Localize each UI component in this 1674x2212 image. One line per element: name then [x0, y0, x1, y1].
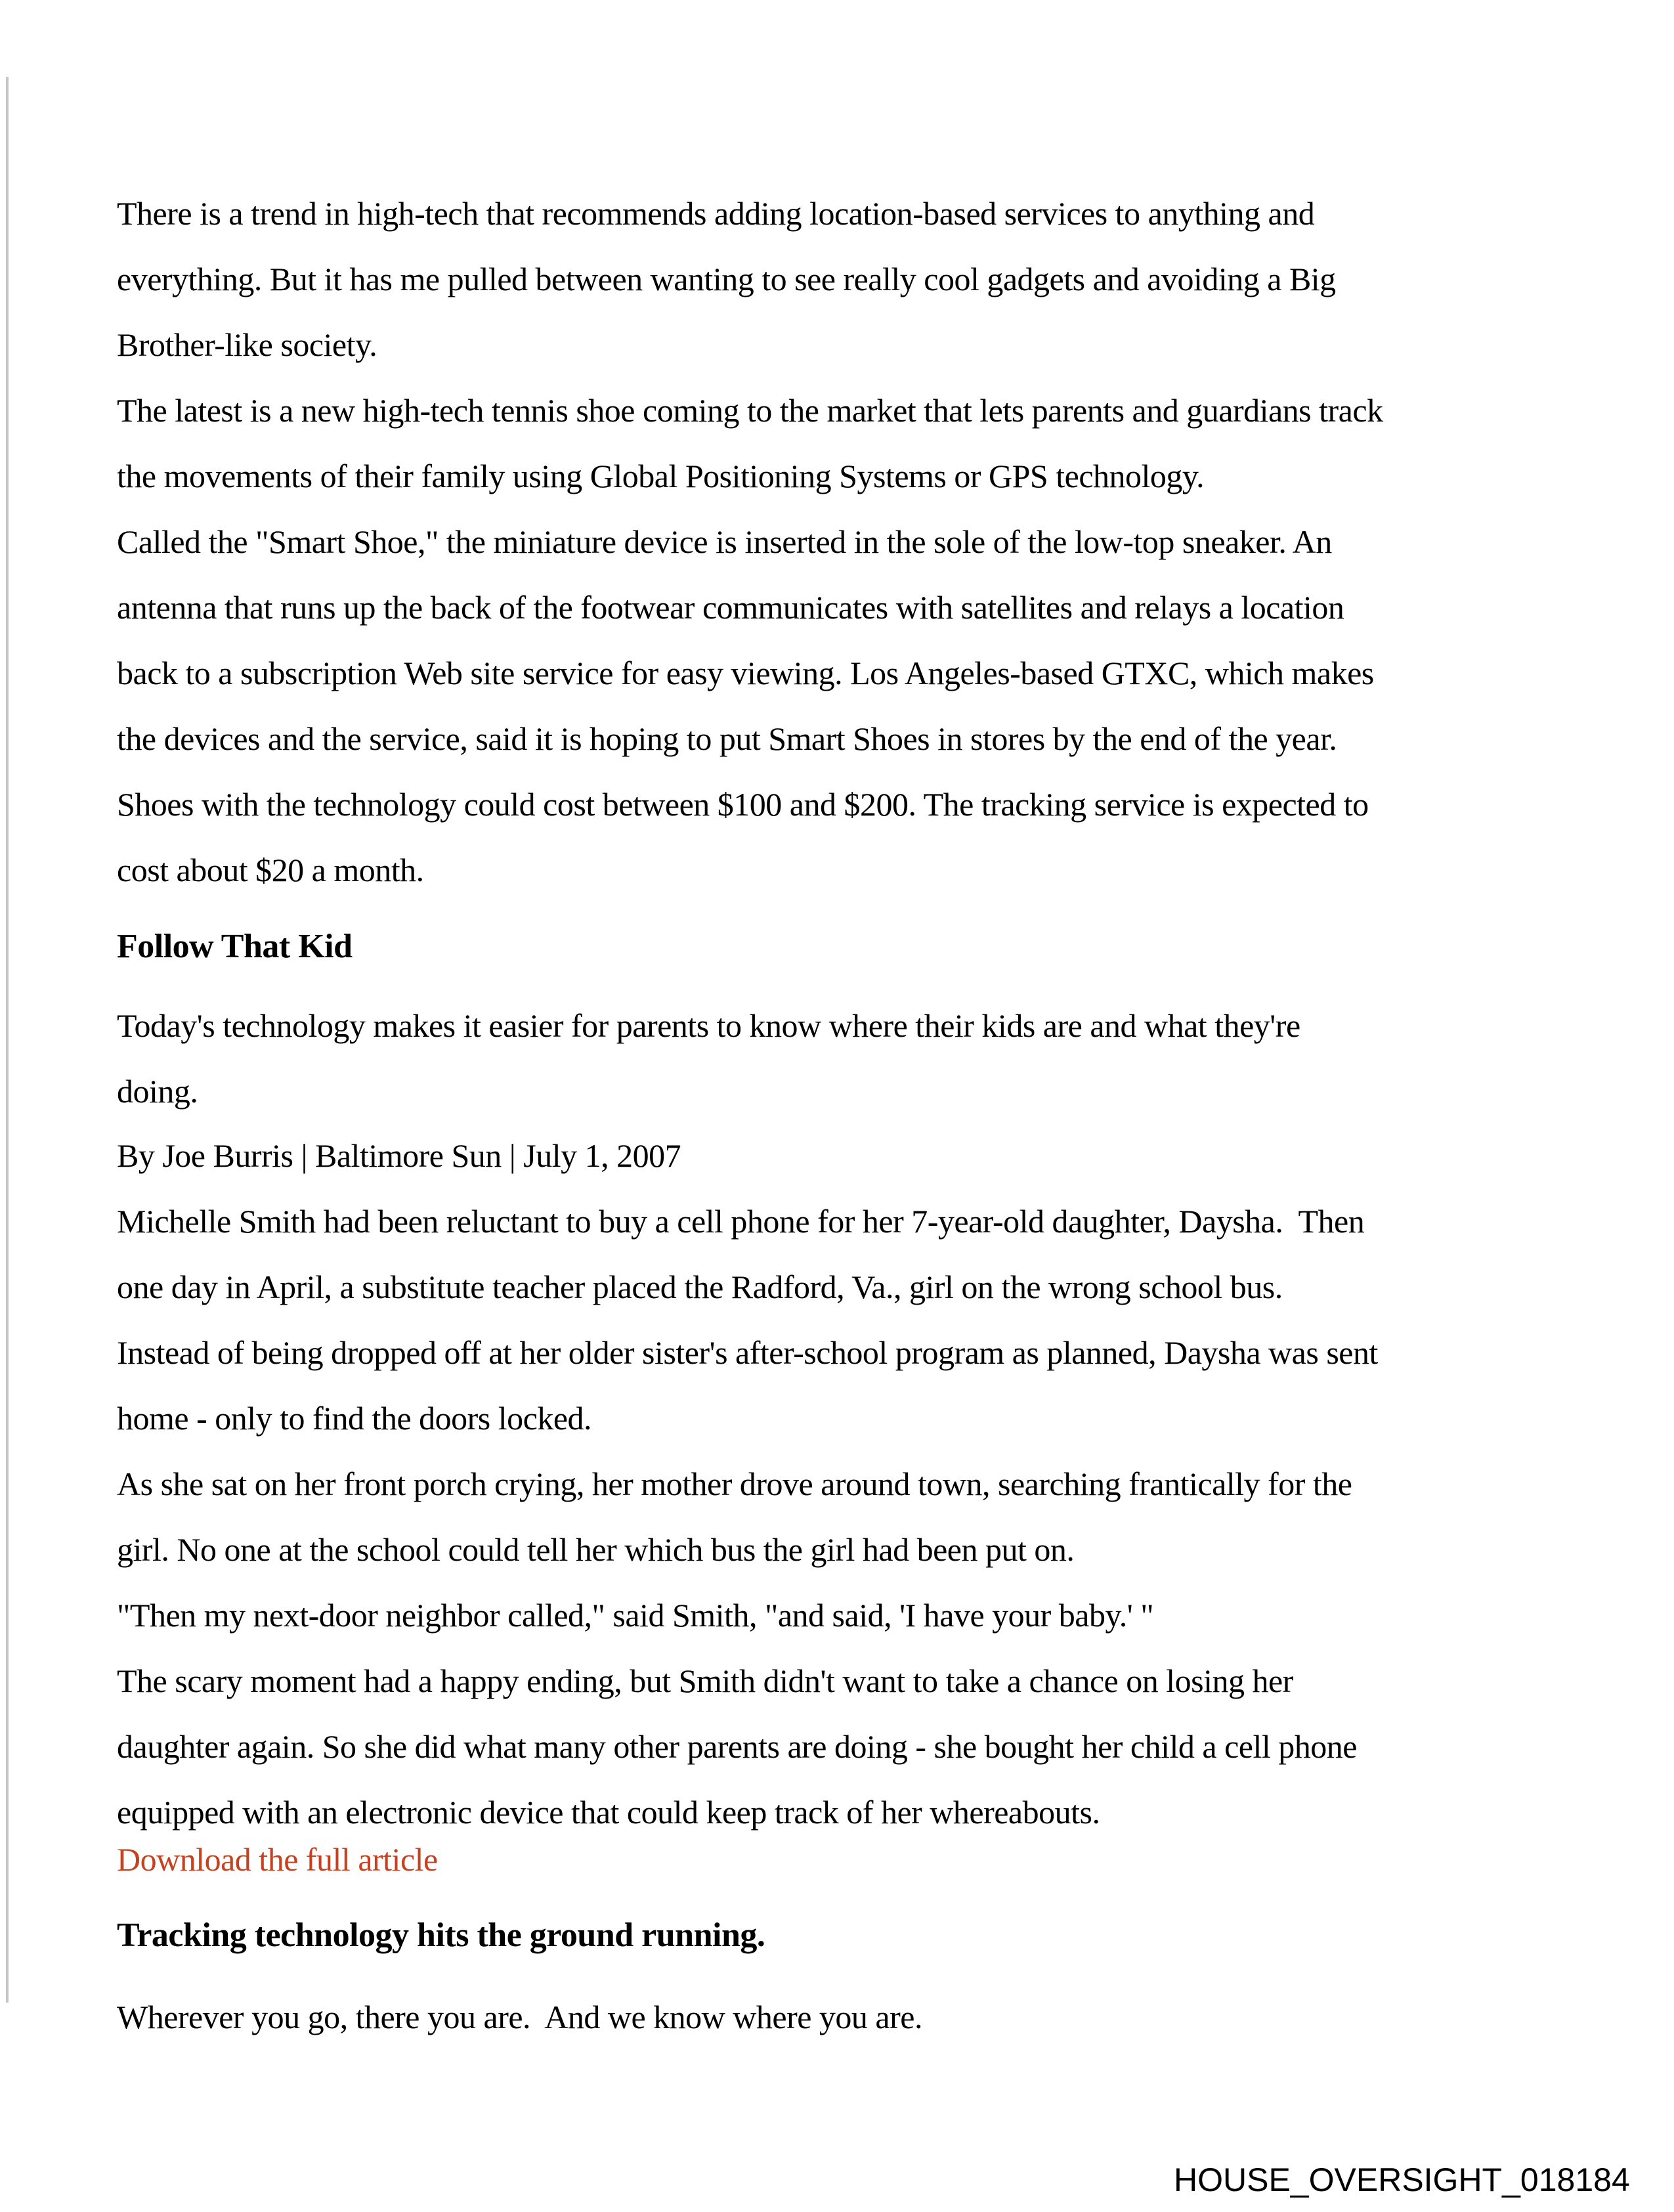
article-line: everything. But it has me pulled between wanting to see really cool gadgets and avoiding a Big: [117, 261, 1336, 297]
article-line: antenna that runs up the back of the footwear communicates with satellites and relays a location: [117, 589, 1344, 626]
article-line: the devices and the service, said it is hoping to put Smart Shoes in stores by the end of the year.: [117, 720, 1337, 757]
article-line: Michelle Smith had been reluctant to buy a cell phone for her 7-year-old daughter, Daysha. Then: [117, 1203, 1365, 1240]
article-line: cost about $20 a month.: [117, 852, 424, 888]
article-line: Instead of being dropped off at her older sister's after-school program as planned, Daysha was sent: [117, 1334, 1378, 1371]
section-heading-tracking-technology: Tracking technology hits the ground running.: [117, 1917, 765, 1954]
article-line: equipped with an electronic device that could keep track of her whereabouts.: [117, 1794, 1100, 1831]
article-line: doing.: [117, 1073, 198, 1110]
article-line: Called the "Smart Shoe," the miniature device is inserted in the sole of the low-top sneaker. An: [117, 523, 1332, 560]
download-full-article-link[interactable]: Download the full article: [117, 1841, 438, 1878]
article-line: Brother-like society.: [117, 326, 377, 363]
article-line: The scary moment had a happy ending, but Smith didn't want to take a chance on losing her: [117, 1662, 1293, 1699]
article-line: There is a trend in high-tech that recommends adding location-based services to anything and: [117, 195, 1315, 232]
article-line: home - only to find the doors locked.: [117, 1400, 592, 1437]
article-line: back to a subscription Web site service for easy viewing. Los Angeles-based GTXC, which makes: [117, 655, 1374, 691]
byline: By Joe Burris | Baltimore Sun | July 1, 2007: [117, 1137, 681, 1174]
article-line: As she sat on her front porch crying, her mother drove around town, searching frantically for the: [117, 1465, 1352, 1502]
bates-number: HOUSE_OVERSIGHT_018184: [1174, 2161, 1630, 2198]
article-line: Wherever you go, there you are. And we know where you are.: [117, 1999, 922, 2035]
article-line: girl. No one at the school could tell her which bus the girl had been put on.: [117, 1531, 1075, 1568]
article-line: "Then my next-door neighbor called," said Smith, "and said, 'I have your baby.' ": [117, 1597, 1154, 1634]
section-heading-follow-that-kid: Follow That Kid: [117, 928, 353, 965]
article-line: daughter again. So she did what many other parents are doing - she bought her child a cell phone: [117, 1728, 1357, 1765]
article-line: Today's technology makes it easier for parents to know where their kids are and what they're: [117, 1007, 1300, 1044]
article-line: the movements of their family using Global Positioning Systems or GPS technology.: [117, 458, 1205, 494]
article-line: Shoes with the technology could cost between $100 and $200. The tracking service is expected to: [117, 786, 1369, 823]
page-edge-scan-artifact: [6, 77, 9, 2003]
article-line: one day in April, a substitute teacher placed the Radford, Va., girl on the wrong school bus.: [117, 1269, 1283, 1305]
article-line: The latest is a new high-tech tennis shoe coming to the market that lets parents and guardians track: [117, 392, 1383, 429]
